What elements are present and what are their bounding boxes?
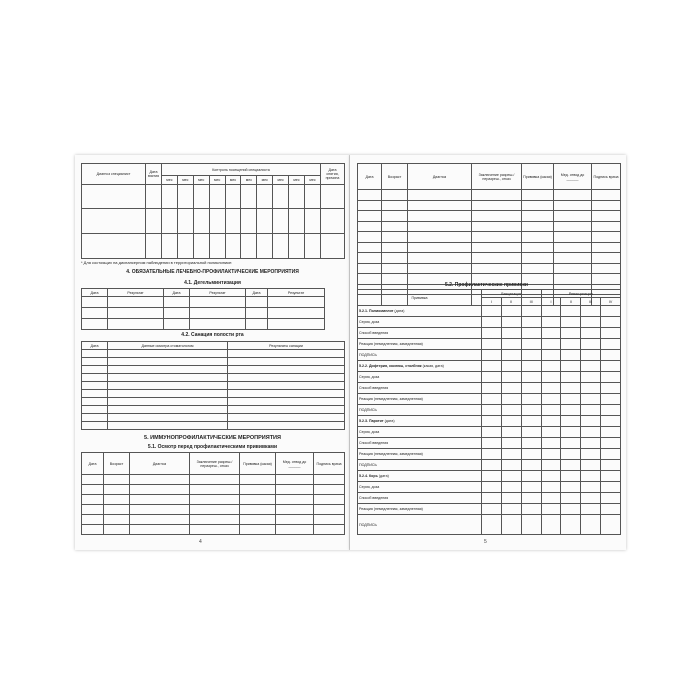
table-row	[358, 372, 621, 383]
table-row	[82, 414, 345, 422]
col-header: Дата	[82, 342, 108, 350]
table-row	[358, 350, 621, 361]
table-row	[82, 422, 345, 430]
col-header: Подпись врача	[314, 453, 345, 475]
vaccine-title: 5.2.2. Дифтерия, коклюш, столбняк	[359, 364, 422, 368]
table-row	[358, 405, 621, 416]
table-row	[82, 297, 325, 308]
roman-header: III	[581, 298, 601, 306]
table-row	[82, 185, 345, 209]
table-row	[82, 485, 345, 495]
date-taken-header: Дата взятия	[146, 164, 162, 185]
vaccine-title-suffix: (какая, дата)	[421, 364, 444, 368]
month-cell: мес	[305, 176, 321, 185]
table-row	[82, 406, 345, 414]
table-row	[358, 242, 621, 253]
vaccine-title: 5.2.4. Корь	[359, 474, 378, 478]
col-header: Дата	[82, 453, 104, 475]
table-row	[358, 515, 621, 535]
row-label: Способ введения	[358, 328, 482, 339]
table-row	[358, 339, 621, 350]
roman-header: II	[501, 298, 521, 306]
col-header: Прививка (какая)	[240, 453, 276, 475]
vaccine-group-row	[358, 306, 621, 317]
table-row	[358, 438, 621, 449]
table-row	[358, 460, 621, 471]
page-number-left: 4	[199, 539, 202, 545]
month-cell: мес	[177, 176, 193, 185]
table-row	[358, 253, 621, 264]
section-5-2-title: 5.2. Профилактические прививки	[445, 282, 528, 288]
left-page	[75, 155, 350, 550]
table-row	[358, 427, 621, 438]
table-row	[82, 234, 345, 259]
row-label: ПОДПИСЬ	[358, 515, 482, 535]
table-row	[82, 398, 345, 406]
row-label: ПОДПИСЬ	[358, 460, 482, 471]
table-row	[82, 515, 345, 525]
table-row	[82, 319, 325, 330]
table-row	[82, 209, 345, 234]
table-row	[358, 383, 621, 394]
roman-header: IV	[601, 298, 621, 306]
row-label: Серия, доза	[358, 317, 482, 328]
month-cell: мес	[273, 176, 289, 185]
vaccinations-table	[357, 289, 621, 535]
pre-vaccination-exam-table	[81, 452, 345, 535]
roman-header: I	[541, 298, 561, 306]
section-5-title: 5. ИММУНОПРОФИЛАКТИЧЕСКИЕ МЕРОПРИЯТИЯ	[144, 435, 281, 441]
row-label: Реакция (немедленная, замедленная)	[358, 449, 482, 460]
col-header: Результат	[190, 289, 246, 297]
col-header: Диагноз	[408, 164, 472, 190]
table-row	[82, 358, 345, 366]
col-header: Дата	[82, 289, 108, 297]
roman-header: II	[561, 298, 581, 306]
month-cell: мес	[193, 176, 209, 185]
table-row	[82, 374, 345, 382]
table-row	[358, 232, 621, 243]
row-label: Способ введения	[358, 493, 482, 504]
row-label: Реакция (немедленная, замедленная)	[358, 394, 482, 405]
vaccine-group-row	[358, 361, 621, 372]
vaccine-col-header: Прививка	[358, 290, 482, 306]
table-row	[82, 495, 345, 505]
control-header: Контроль посещений специалиста	[162, 164, 321, 176]
table-row	[358, 190, 621, 201]
month-cell: мес	[162, 176, 178, 185]
removal-header: Дата снятия, причина	[321, 164, 345, 185]
col-header: Дата	[164, 289, 190, 297]
table-row	[358, 493, 621, 504]
col-header: Данные осмотра стоматологом	[108, 342, 228, 350]
table-row	[82, 525, 345, 535]
table-row	[82, 390, 345, 398]
vaccine-group-row	[358, 416, 621, 427]
oral-sanitation-table	[81, 341, 345, 430]
table-row	[358, 328, 621, 339]
revaccination-header: Ревакцинация	[541, 290, 620, 298]
month-cell: мес	[241, 176, 257, 185]
col-header: Мед. отвод до ______	[554, 164, 592, 190]
row-label: ПОДПИСЬ	[358, 405, 482, 416]
vaccine-group-row	[358, 471, 621, 482]
col-header: Результат	[108, 289, 164, 297]
table-row	[358, 221, 621, 232]
table-row	[82, 366, 345, 374]
roman-header: I	[482, 298, 502, 306]
table-row	[82, 308, 325, 319]
col-header: Заключение разреш./неразреш., отказ	[190, 453, 240, 475]
month-cell: мес	[225, 176, 241, 185]
vaccine-title-suffix: (дата)	[393, 309, 405, 313]
row-label: Реакция (немедленная, замедленная)	[358, 504, 482, 515]
table-row	[358, 504, 621, 515]
col-header: Результат	[268, 289, 325, 297]
table-row	[82, 505, 345, 515]
table-row	[358, 449, 621, 460]
table-row	[358, 394, 621, 405]
col-header: Заключение разреш./неразреш., отказ	[472, 164, 522, 190]
table-row	[358, 263, 621, 274]
section-4-title: 4. ОБЯЗАТЕЛЬНЫЕ ЛЕЧЕБНО-ПРОФИЛАКТИЧЕСКИЕ МЕРОПРИЯТИЯ	[126, 269, 299, 275]
deworming-table	[81, 288, 325, 330]
footnote: * Для состоящих на диспансерном наблюдении в территориальной поликлинике:	[81, 260, 233, 265]
col-header: Прививка (какая)	[522, 164, 554, 190]
row-label: Реакция (немедленная, замедленная)	[358, 339, 482, 350]
table-row	[82, 350, 345, 358]
table-row	[358, 317, 621, 328]
roman-header: III	[521, 298, 541, 306]
row-label: Способ введения	[358, 438, 482, 449]
col-header: Дата	[358, 164, 382, 190]
col-header: Результаты санации	[228, 342, 345, 350]
col-header: Подпись врача	[592, 164, 621, 190]
table-row	[358, 211, 621, 222]
right-page	[350, 155, 626, 550]
row-label: ПОДПИСЬ	[358, 350, 482, 361]
vaccine-title-suffix: (дата)	[377, 474, 389, 478]
vaccine-title: 5.2.3. Паротит	[359, 419, 384, 423]
vaccine-title: 5.2.1. Полиомиелит	[359, 309, 394, 313]
row-label: Серия, доза	[358, 427, 482, 438]
col-header: Возраст	[382, 164, 408, 190]
vaccine-title-suffix: (дата)	[383, 419, 395, 423]
table-row	[358, 482, 621, 493]
table-row	[82, 475, 345, 485]
row-label: Серия, доза	[358, 372, 482, 383]
diag-header: Диагноз специалист	[82, 164, 146, 185]
month-cell: мес	[209, 176, 225, 185]
row-label: Способ введения	[358, 383, 482, 394]
row-label: Серия, доза	[358, 482, 482, 493]
specialist-visits-table	[81, 163, 345, 259]
col-header: Дата	[246, 289, 268, 297]
section-4-2-title: 4.2. Санация полости рта	[181, 332, 244, 338]
col-header: Мед. отвод до ______	[276, 453, 314, 475]
section-5-1-title: 5.1. Осмотр перед профилактическими прививками	[147, 444, 278, 450]
page-number-right: 5	[484, 539, 487, 545]
col-header: Диагноз	[130, 453, 190, 475]
table-row	[82, 382, 345, 390]
section-4-1-title: 4.1. Дегельминтизация	[184, 280, 241, 286]
vaccination-header: Вакцинация	[482, 290, 542, 298]
table-row	[358, 200, 621, 211]
month-cell: мес	[257, 176, 273, 185]
month-cell: мес	[289, 176, 305, 185]
col-header: Возраст	[104, 453, 130, 475]
